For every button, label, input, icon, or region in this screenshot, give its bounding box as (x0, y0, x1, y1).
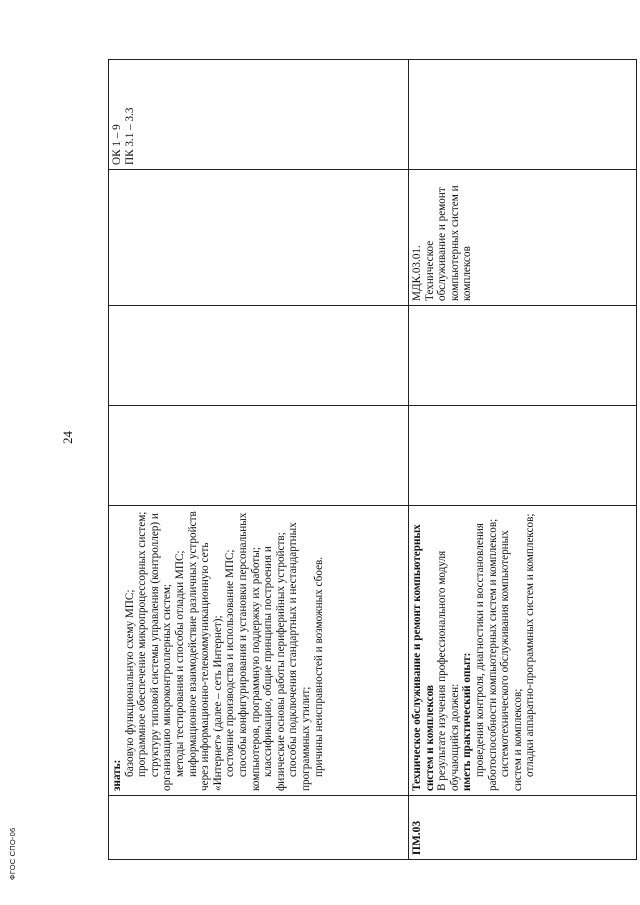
cell-discipline (109, 170, 409, 306)
cell-code (109, 796, 409, 860)
text-line: Техническое обслуживание и ремонт компьютерных систем и комплексов (411, 524, 436, 791)
cell-hours-class (409, 306, 637, 406)
cell-hours-max (409, 406, 637, 506)
curriculum-table (108, 59, 637, 860)
cell-knowledge (109, 506, 409, 796)
module-code: ПМ.03 (411, 820, 423, 855)
text-line: классификацию, общие принципы построения и физические основы работы периферийных устройств; (262, 532, 287, 791)
footer-label: ФГОС СПО-06 (8, 827, 17, 880)
text-line: методы тестирования и способы отладки МПС; (173, 550, 186, 777)
cell-code (409, 796, 637, 860)
text-line: отладки аппаратно-программных систем и комплексов; (524, 513, 537, 777)
text-line: знать: (111, 759, 123, 791)
text-line: способы конфигурирования и установки персональных компьютеров, программную поддержку их работы; (236, 512, 262, 791)
table-row (109, 60, 409, 860)
text-line: программное обеспечение микропроцессорных систем; (136, 511, 149, 777)
rotated-page (108, 60, 636, 860)
knowledge-list (111, 510, 325, 791)
text-line: информационное взаимодействие различных устройств через информационно-телекоммуникационную сеть «Интернет» (далее – сеть Интернет); (186, 511, 224, 791)
cell-discipline: МДК.03.01. Техническое обслуживание и ремонт компьютерных систем и комплексов (409, 170, 637, 306)
table-row (409, 60, 637, 860)
cell-hours-max (109, 406, 409, 506)
cell-competences: ОК 1 – 9 ПК 3.1 – 3.3 (109, 60, 409, 170)
text-line: структуру типовой системы управления (контроллер) и организацию микроконтроллерных систем; (148, 513, 174, 791)
text-line: проведения контроля, диагностики и восстановления работоспособности компьютерных систем и комплексов; (473, 518, 499, 791)
text-line: базовую функциональную схему МПС; (123, 589, 136, 777)
module-description (411, 510, 537, 791)
cell-hours-class (109, 306, 409, 406)
cell-competences (409, 60, 637, 170)
text-line: иметь практический опыт: (461, 652, 474, 791)
text-line: В результате изучения профессионального модуля обучающийся должен: (436, 550, 461, 791)
text-line: причины неисправностей и возможных сбоев. (312, 556, 325, 777)
text-line: способы подключения стандартных и нестандартных программных утилит; (287, 522, 312, 791)
text-line: состояние производства и использование МПС; (224, 549, 237, 777)
cell-knowledge (409, 506, 637, 796)
text-line: системотехнического обслуживания компьютерных систем и комплексов; (499, 530, 524, 791)
page-number: 24 (60, 431, 75, 444)
